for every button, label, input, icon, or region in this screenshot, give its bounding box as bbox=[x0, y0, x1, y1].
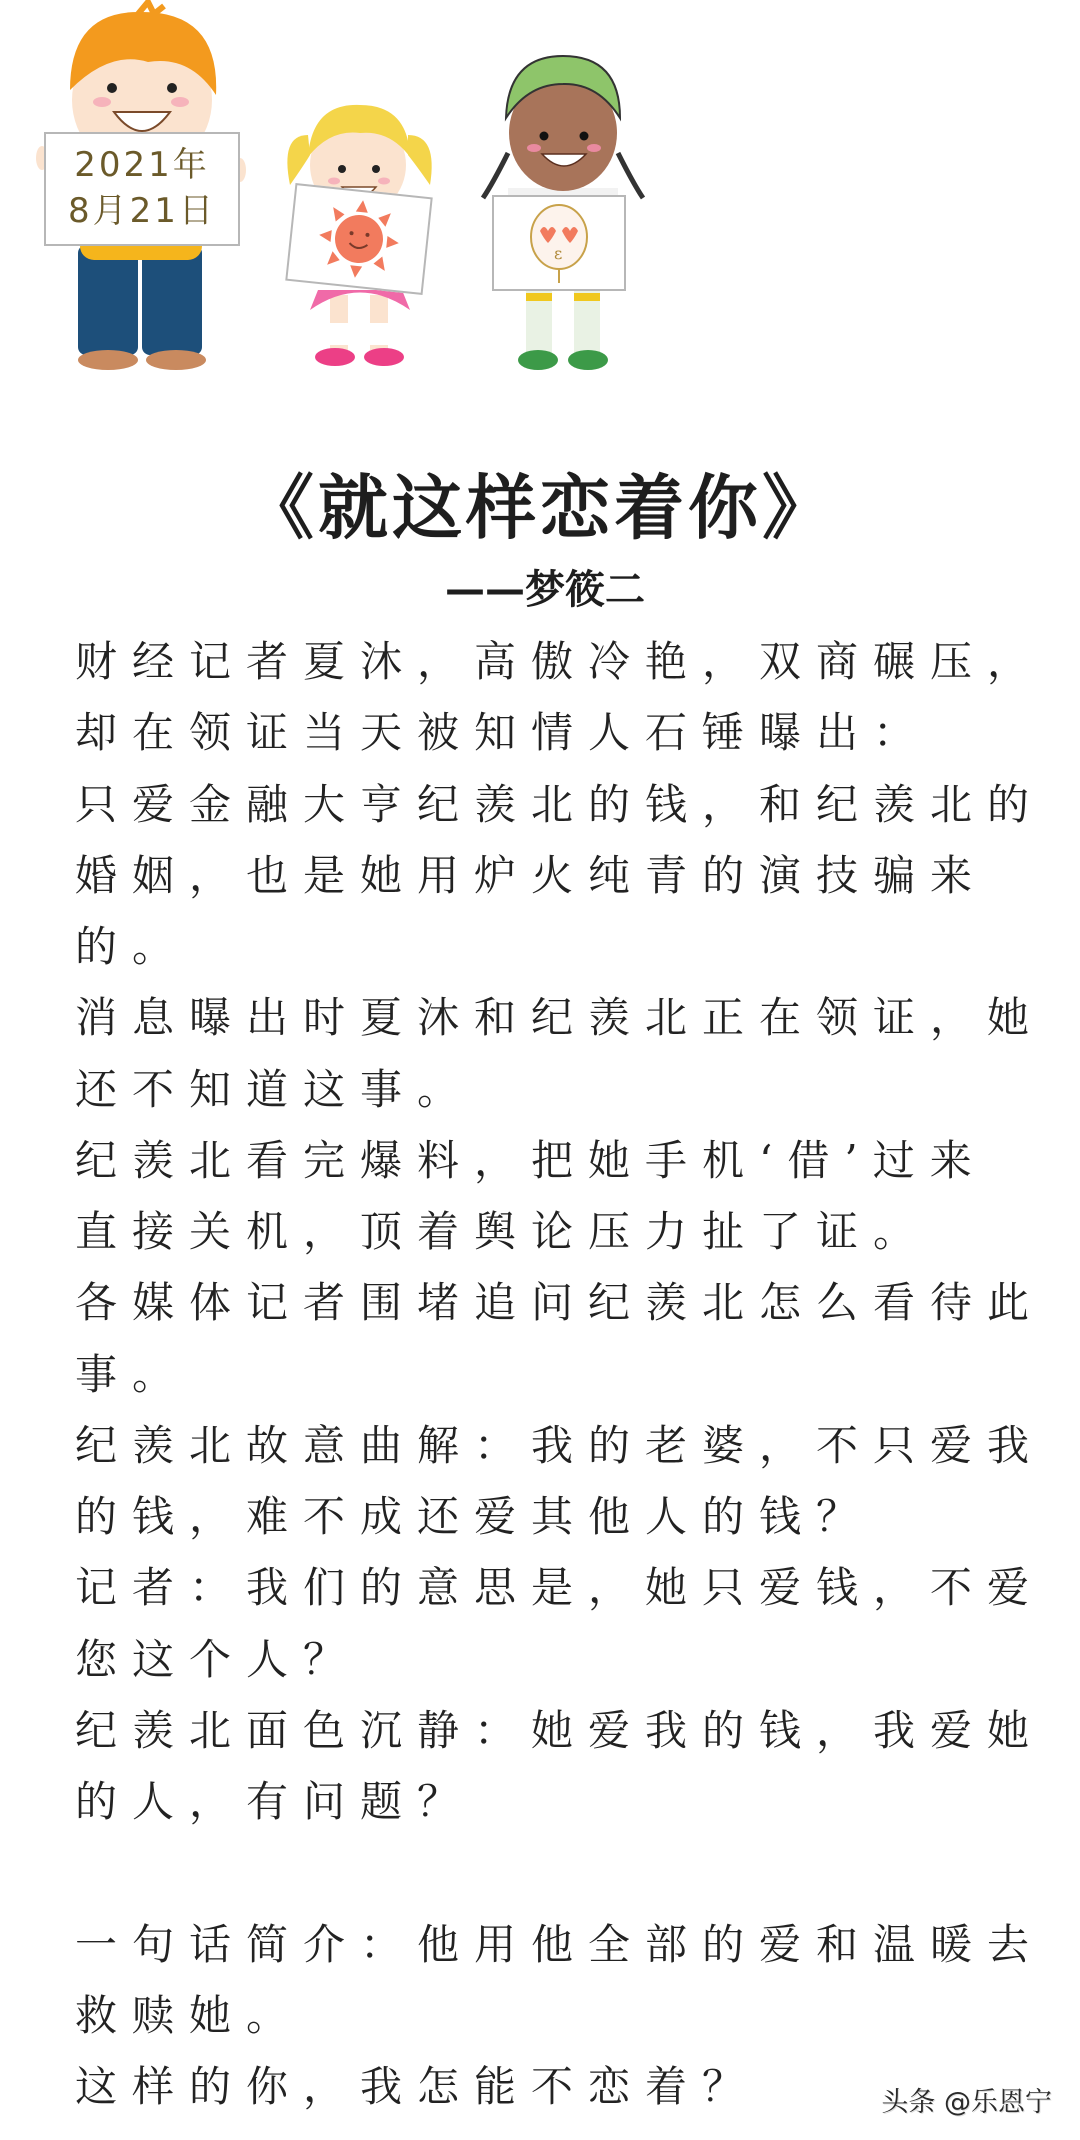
article-body bbox=[75, 626, 1045, 2122]
closing-line: 这样的你，我怎能不恋着？ bbox=[75, 2062, 760, 2111]
body-line: 只爱金融大亨纪羡北的钱，和纪羡北的 bbox=[75, 779, 1045, 829]
balloon-drawing-sign bbox=[492, 195, 626, 291]
summary-line: 一句话简介：他用他全部的爱和温暖去 bbox=[75, 1919, 1045, 1969]
watermark: 头条 @乐恩宁 bbox=[881, 2087, 1052, 2118]
body-line: 的人，有问题？ bbox=[75, 1777, 475, 1826]
body-line: 事。 bbox=[75, 1349, 190, 1399]
date-sign-day: 8月21日 bbox=[68, 191, 216, 231]
sun-face-icon bbox=[287, 185, 430, 292]
article-title: 《就这样恋着你》 bbox=[244, 467, 836, 549]
body-line: 直接关机，顶着舆论压力扯了证。 bbox=[75, 1207, 931, 1256]
body-line: 纪羡北看完爆料，把她手机‘借’过来 bbox=[75, 1135, 987, 1185]
body-line: 各媒体记者围堵追问纪羡北怎么看待此 bbox=[75, 1278, 1045, 1328]
date-sign-year: 2021年 bbox=[74, 145, 210, 185]
body-line: 婚姻，也是她用炉火纯青的演技骗来 bbox=[75, 850, 988, 900]
blank-line bbox=[75, 1837, 1015, 1908]
summary-line: 救赎她。 bbox=[75, 1990, 304, 2040]
svg-text:ε: ε bbox=[554, 244, 563, 263]
header-illustration bbox=[0, 0, 700, 380]
body-line: 消息曝出时夏沐和纪羡北正在领证，她 bbox=[75, 993, 1045, 1043]
sun-drawing-sign bbox=[285, 183, 432, 295]
heart-eyes-balloon-icon bbox=[494, 197, 624, 289]
body-line: 还不知道这事。 bbox=[75, 1064, 475, 1114]
body-line: 记者：我们的意思是，她只爱钱，不爱 bbox=[75, 1563, 1045, 1613]
body-line: 纪羡北故意曲解：我的老婆，不只爱我 bbox=[75, 1420, 1045, 1470]
body-line: 的钱，难不成还爱其他人的钱？ bbox=[75, 1492, 874, 1541]
body-line: 纪羡北面色沉静：她爱我的钱，我爱她 bbox=[75, 1705, 1045, 1755]
body-line: 财经记者夏沐，高傲冷艳，双商碾压， bbox=[75, 637, 1045, 686]
body-line: 您这个人？ bbox=[75, 1634, 361, 1684]
body-line: 却在领证当天被知情人石锤曝出： bbox=[75, 708, 931, 758]
date-sign bbox=[44, 132, 240, 246]
article-author: ——梦筱二 bbox=[445, 567, 645, 613]
body-line: 的。 bbox=[75, 922, 190, 971]
